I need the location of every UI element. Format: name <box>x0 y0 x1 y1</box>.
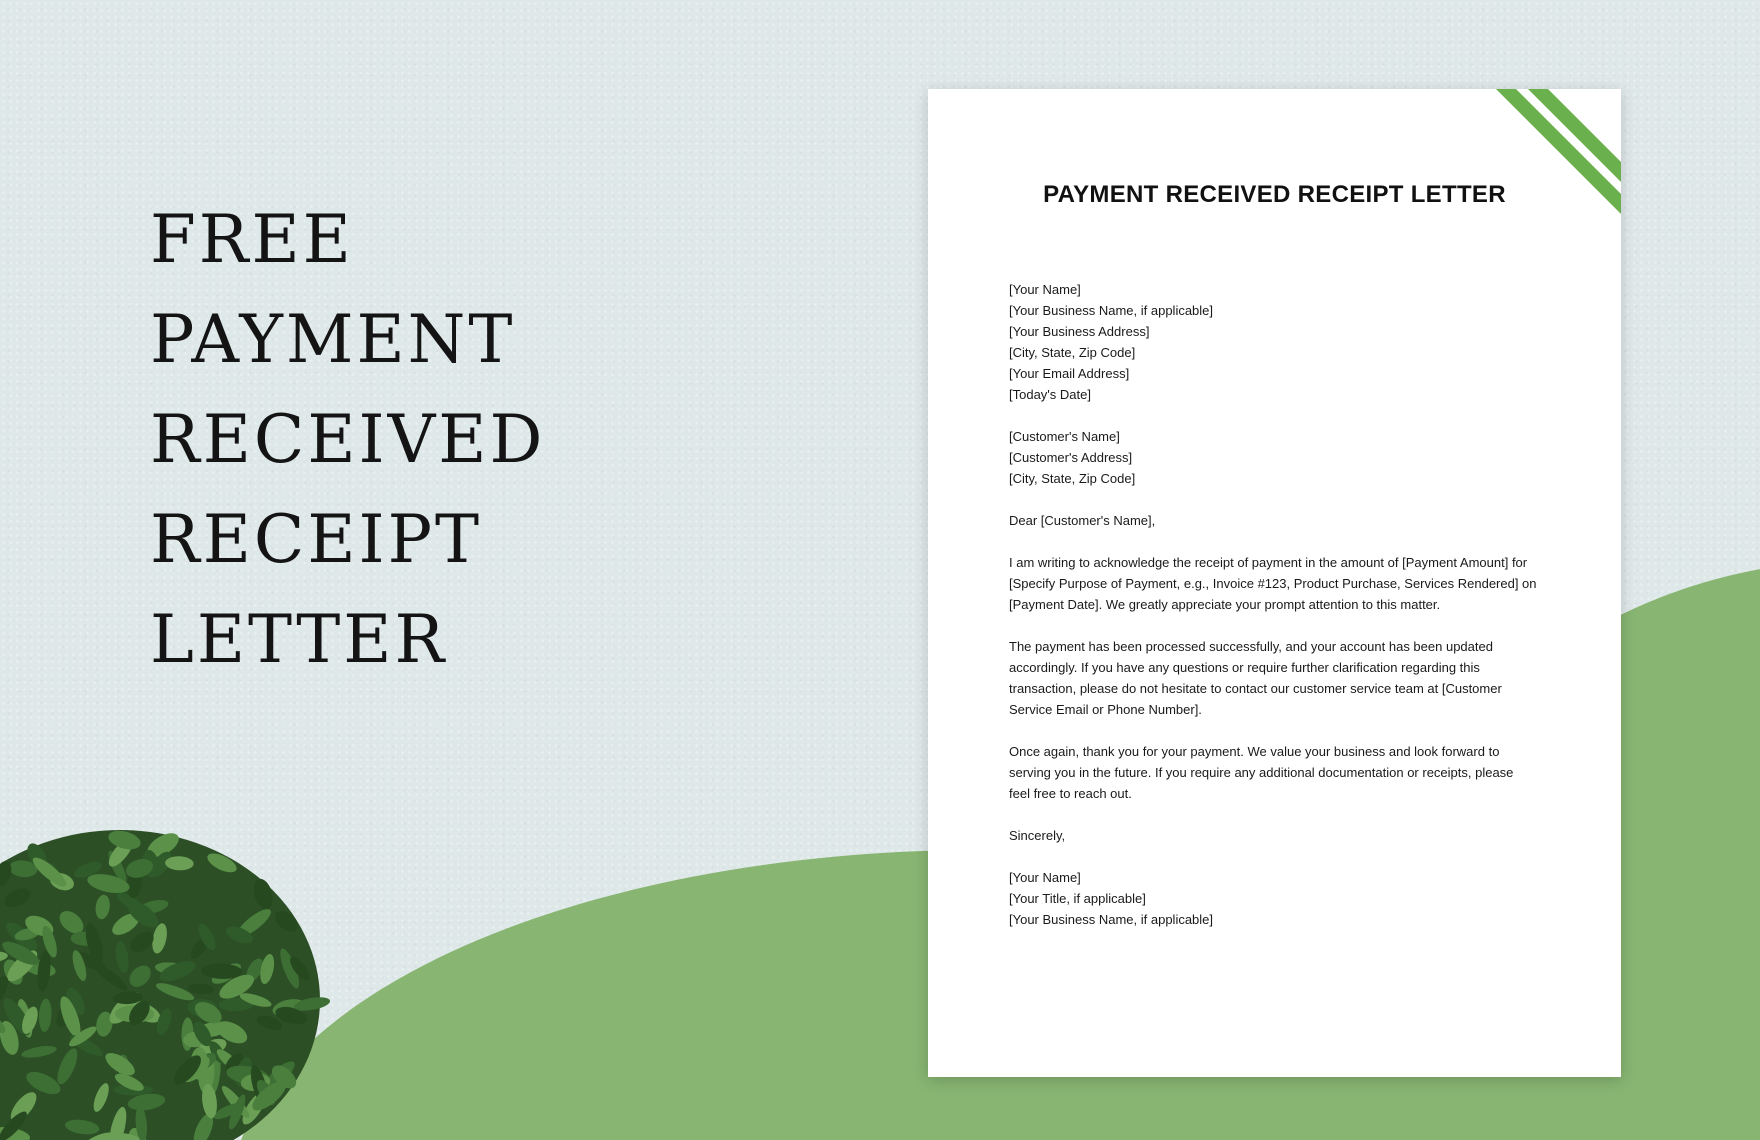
closing <box>1009 825 1549 846</box>
paragraph-line: transaction, please do not hesitate to contact our customer service team at [Customer <box>1009 681 1502 696</box>
recipient-line: [Customer's Address] <box>1009 450 1133 465</box>
headline-line: LETTER <box>150 601 448 678</box>
paragraph-line: The payment has been processed successfully, and your account has been updated <box>1009 639 1493 654</box>
plant-icon <box>0 760 360 1140</box>
recipient-line: [City, State, Zip Code] <box>1009 471 1136 486</box>
sender-line: [Your Business Address] <box>1009 324 1150 339</box>
headline-line: RECEIPT <box>150 501 483 578</box>
signature-line: [Your Business Name, if applicable] <box>1009 912 1214 927</box>
salutation <box>1009 510 1549 531</box>
closing-text: Sincerely, <box>1009 828 1066 843</box>
paragraph-thanks <box>1009 741 1549 804</box>
paragraph-line: [Payment Date]. We greatly appreciate your prompt attention to this matter. <box>1009 597 1441 612</box>
signature-line: [Your Title, if applicable] <box>1009 891 1146 906</box>
letter-title: PAYMENT RECEIVED RECEIPT LETTER <box>1043 181 1506 208</box>
sender-line: [City, State, Zip Code] <box>1009 345 1136 360</box>
paragraph-acknowledgement <box>1009 552 1549 615</box>
signature-block <box>1009 867 1549 930</box>
paragraph-processing <box>1009 636 1549 720</box>
paragraph-line: Service Email or Phone Number]. <box>1009 702 1202 717</box>
paragraph-line: Once again, thank you for your payment. We value your business and look forward to <box>1009 744 1500 759</box>
sender-line: [Your Email Address] <box>1009 366 1130 381</box>
headline-line: PAYMENT <box>150 301 516 378</box>
paragraph-line: I am writing to acknowledge the receipt of payment in the amount of [Payment Amount] for <box>1009 555 1528 570</box>
sender-line: [Today's Date] <box>1009 387 1091 402</box>
signature-line: [Your Name] <box>1009 870 1081 885</box>
headline-line: FREE <box>150 201 354 278</box>
paragraph-line: accordingly. If you have any questions or require further clarification regarding this <box>1009 660 1480 675</box>
paragraph-line: [Specify Purpose of Payment, e.g., Invoice #123, Product Purchase, Services Rendered] on <box>1009 576 1537 591</box>
paragraph-line: serving you in the future. If you require any additional documentation or receipts, please <box>1009 765 1514 780</box>
recipient-line: [Customer's Name] <box>1009 429 1120 444</box>
salutation-text: Dear [Customer's Name], <box>1009 513 1156 528</box>
sender-line: [Your Name] <box>1009 282 1081 297</box>
sender-line: [Your Business Name, if applicable] <box>1009 303 1214 318</box>
headline <box>150 190 545 690</box>
headline-line: RECEIVED <box>150 401 546 478</box>
letter-page <box>928 89 1621 1077</box>
paragraph-line: feel free to reach out. <box>1009 786 1132 801</box>
letter-body <box>1009 279 1549 951</box>
recipient-block <box>1009 426 1549 489</box>
sender-block <box>1009 279 1549 405</box>
